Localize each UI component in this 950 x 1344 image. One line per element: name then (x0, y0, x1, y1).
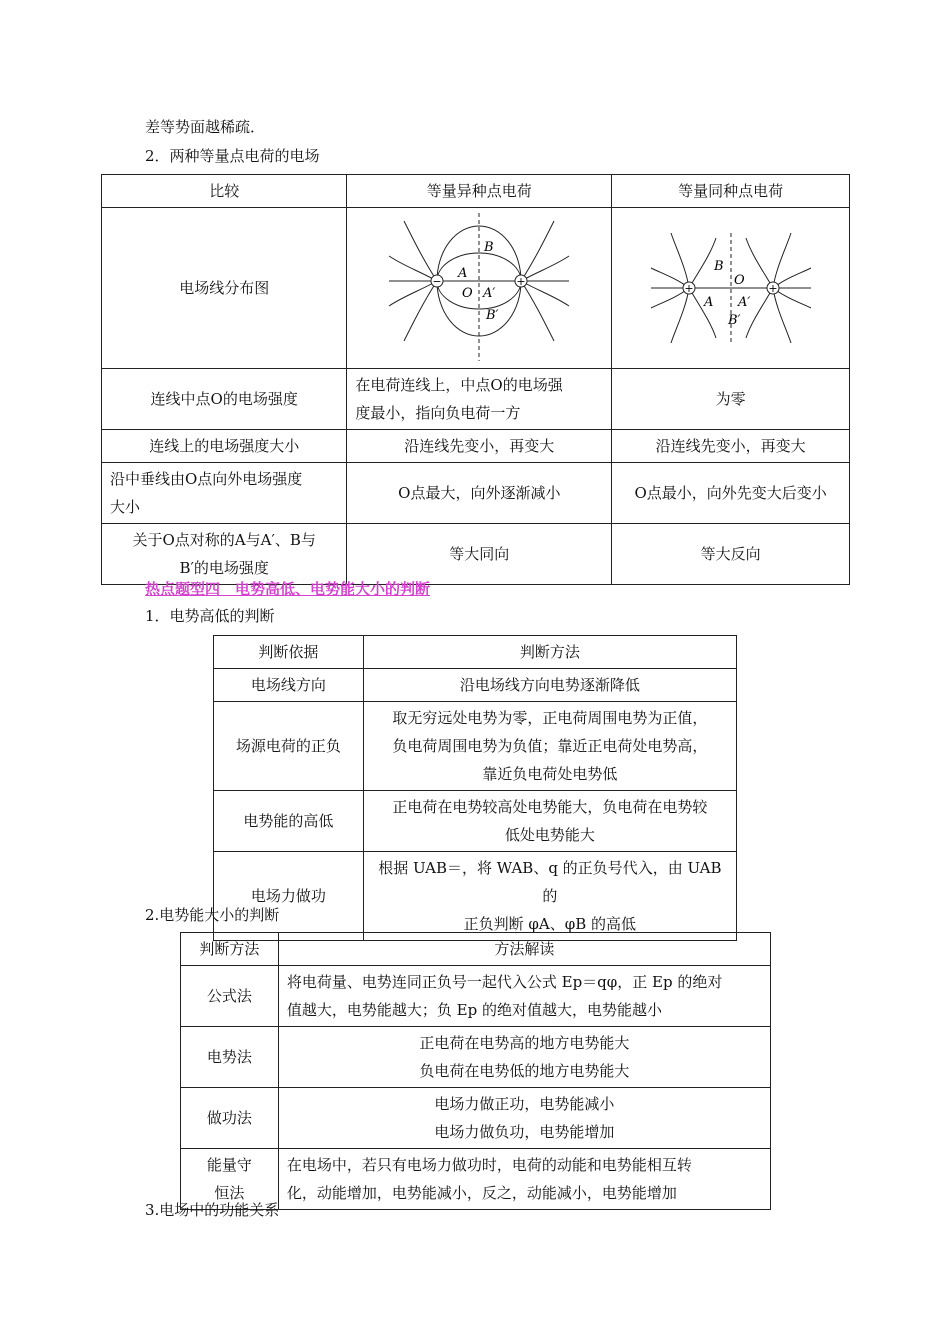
t3-potential-line: 负电荷在电势低的地方电势能大 (419, 1062, 630, 1080)
t3-energy-label-line2: 恒法 (214, 1184, 245, 1202)
row2-opposite: 沿连线先变小，再变大 (347, 430, 612, 463)
energy-judgment-table (180, 932, 771, 1210)
row3-label-line2: 大小 (110, 498, 141, 516)
same-field-lines-svg (646, 228, 816, 348)
t3-formula-line1: 将电荷量、电势连同正负号一起代入公式 Ep＝qφ，正 Ep 的绝对 (286, 973, 723, 991)
t3-potential-line: 正电荷在电势高的地方电势能大 (419, 1034, 630, 1052)
row3-label-line1: 沿中垂线由O点向外电场强度 (110, 470, 303, 488)
label-B-prime: B′ (486, 307, 499, 323)
row4-label-line2: B′的电场强度 (179, 559, 269, 577)
t3-work-label: 做功法 (181, 1088, 279, 1149)
comparison-table (101, 174, 850, 585)
plus-sign-right: + (767, 282, 778, 295)
label-A-prime-same: A′ (737, 295, 750, 310)
t3-work-line: 电场力做正功，电势能减小 (434, 1095, 615, 1113)
t3-formula-text (278, 966, 770, 1027)
header-same: 等量同种点电荷 (612, 175, 850, 208)
label-A: A (458, 265, 468, 281)
label-B: B (484, 239, 494, 255)
potential-judgment-table (213, 635, 737, 941)
sub1-title: 1．电势高低的判断 (145, 607, 275, 625)
row1-label: 连线中点O的电场强度 (102, 369, 347, 430)
t2-row-method (363, 702, 736, 791)
t2-row-line: 取无穷远处电势为零，正电荷周围电势为正值， (392, 709, 708, 727)
intro-line: 差等势面越稀疏． (145, 118, 266, 136)
t3-energy-label-line1: 能量守 (206, 1156, 252, 1174)
t3-energy-line2: 化，动能增加，电势能减小，反之，动能减小，电势能增加 (286, 1184, 677, 1202)
header-compare: 比较 (102, 175, 347, 208)
row2-label: 连线上的电场强度大小 (102, 430, 347, 463)
label-O: O (462, 285, 473, 301)
label-A-same: A (703, 295, 713, 310)
t3-energy-line1: 在电场中，若只有电场力做功时，电荷的动能和电势能相互转 (286, 1156, 692, 1174)
plus-sign-left: + (683, 282, 694, 295)
opposite-field-lines-svg (384, 211, 574, 366)
t2-row-line: 正电荷在电势较高处电势能大，负电荷在电势较 (392, 798, 708, 816)
t2-work-label: 电场力做功 (214, 852, 364, 941)
row2-same: 沿连线先变小，再变大 (612, 430, 850, 463)
row3-same: O点最小，向外先变大后变小 (612, 463, 850, 524)
row4-opposite: 等大同向 (347, 524, 612, 585)
t3-work-text (278, 1088, 770, 1149)
t3-formula-line2: 值越大，电势能越大；负 Ep 的绝对值越大，电势能越小 (286, 1001, 662, 1019)
row3-opposite: O点最大，向外逐渐减小 (347, 463, 612, 524)
label-O-same: O (733, 273, 745, 288)
t2-row-label: 场源电荷的正负 (214, 702, 364, 791)
row1-opposite (347, 369, 612, 430)
t2-row-method (363, 791, 736, 852)
row4-same: 等大反向 (612, 524, 850, 585)
t2-row-line: 靠近负电荷处电势低 (482, 765, 618, 783)
t2-header-basis: 判断依据 (214, 636, 364, 669)
t2-header-method: 判断方法 (363, 636, 736, 669)
t2-row-method: 沿电场线方向电势逐渐降低 (363, 669, 736, 702)
t2-work-method (363, 852, 736, 941)
sub3-title: 3.电场中的功能关系 (145, 1201, 280, 1219)
opposite-charge-diagram (347, 208, 612, 369)
label-A-prime: A′ (483, 285, 496, 301)
hot-topic-title: 热点题型四 电势高低、电势能大小的判断 (145, 580, 431, 598)
t3-energy-text (278, 1149, 770, 1210)
t3-header-explain: 方法解读 (278, 933, 770, 966)
minus-sign: − (432, 274, 442, 288)
t3-potential-label: 电势法 (181, 1027, 279, 1088)
t2-row-line: 负电荷周围电势为负值；靠近正电荷处电势高， (392, 737, 708, 755)
label-B-same: B (713, 259, 724, 274)
t2-work-line2: 正负判断 φA、φB 的高低 (463, 915, 637, 933)
row4-label-line1: 关于O点对称的A与A′、B与 (132, 531, 316, 549)
t2-work-line1: 根据 UAB＝，将 WAB、q 的正负号代入，由 UAB 的 (378, 859, 722, 905)
section2-title: 2．两种等量点电荷的电场 (145, 147, 320, 165)
t2-row-label: 电势能的高低 (214, 791, 364, 852)
t2-row-line: 低处电势能大 (504, 826, 595, 844)
plus-sign: + (516, 274, 526, 288)
t2-row-label: 电场线方向 (214, 669, 364, 702)
t3-formula-label: 公式法 (181, 966, 279, 1027)
row1-opposite-line1: 在电荷连线上，中点O的电场强 (355, 376, 563, 394)
row1-opposite-line2: 度最小，指向负电荷一方 (355, 404, 521, 422)
t3-header-method: 判断方法 (181, 933, 279, 966)
header-opposite: 等量异种点电荷 (347, 175, 612, 208)
row4-label (102, 524, 347, 585)
t3-potential-text (278, 1027, 770, 1088)
row-diagram-label: 电场线分布图 (102, 208, 347, 369)
row1-same: 为零 (612, 369, 850, 430)
t3-work-line: 电场力做负功，电势能增加 (434, 1123, 615, 1141)
sub2-title: 2.电势能大小的判断 (145, 906, 280, 924)
label-B-prime-same: B′ (727, 313, 741, 328)
row3-label (102, 463, 347, 524)
same-charge-diagram (612, 208, 850, 369)
